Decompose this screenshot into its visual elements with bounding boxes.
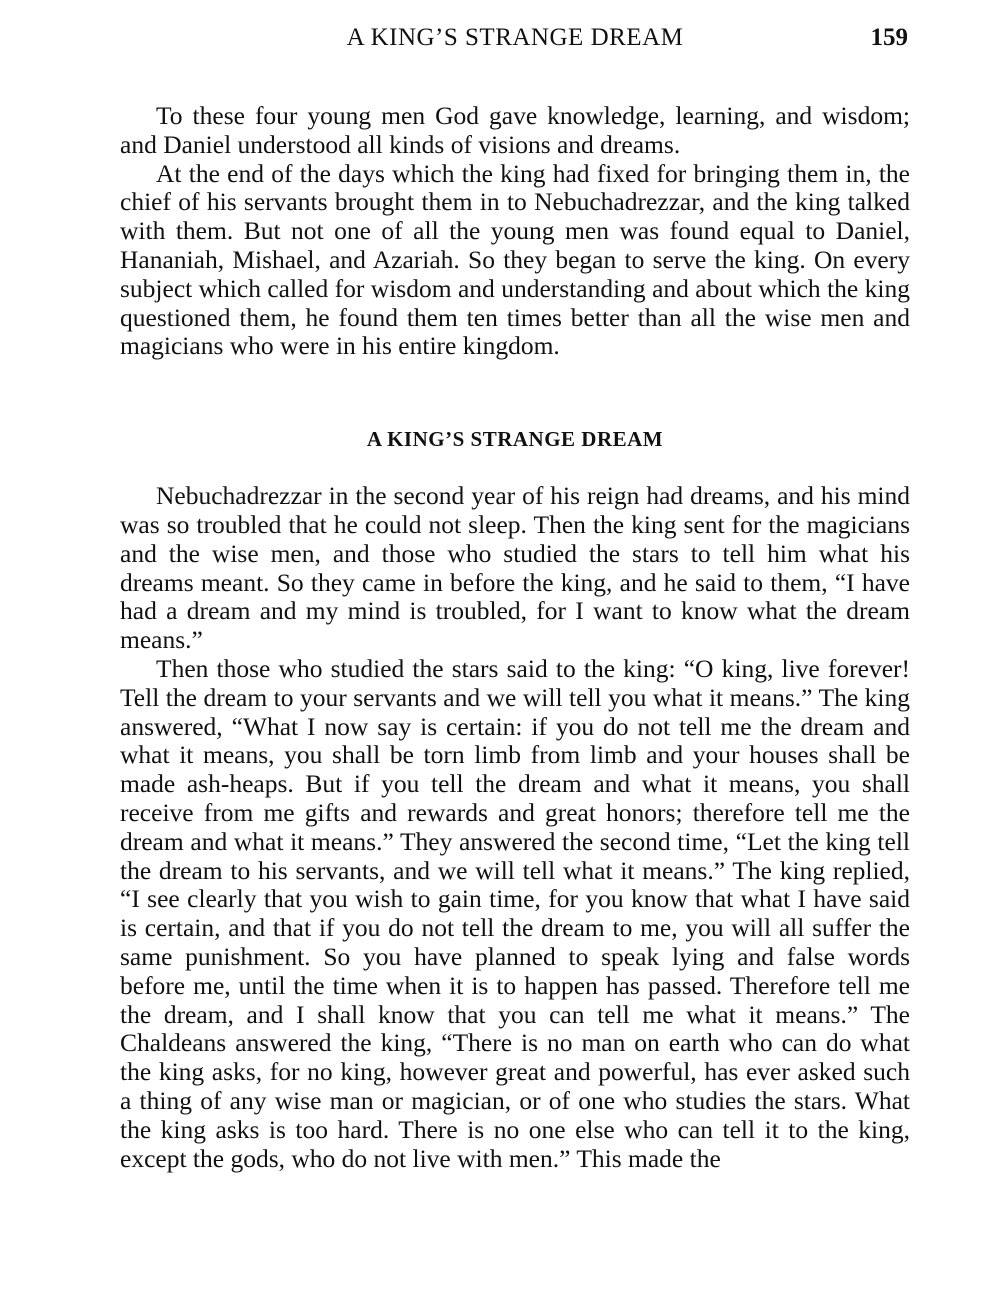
intro-text-block (120, 102, 910, 361)
running-header (120, 24, 910, 60)
paragraph: Then those who studied the stars said to the king: “O king, live forever! Tell the dream to your servants and we will tell you what it means.” The king answered, “What I now say is certain: if you do not tell me the dream and what it means, you shall be torn limb from limb and your houses shall be made ash-heaps. But if you tell the dream and what it means, you shall receive from me gifts and rewards and great honors; therefore tell me the dream and what it means.” They answered the second time, “Let the king tell the dream to his servants, and we will tell what it means.” The king replied, “I see clearly that you wish to gain time, for you know that what I have said is certain, and that if you do not tell the dream to me, you will all suffer the same punishment. So you have planned to speak lying and false words before me, until the time when it is to happen has passed. Therefore tell me the dream, and I shall know that you can tell me what it means.” The Chaldeans answered the king, “There is no man on earth who can do what the king asks, for no king, however great and powerful, has ever asked such a thing of any wise man or magician, or of one who studies the stars. What the king asks is too hard. There is no one else who can tell it to the king, except the gods, who do not live with men.” This made the (120, 653, 910, 1173)
paragraph: At the end of the days which the king had fixed for bringing them in, the chief of his servants brought them in to Nebuchadrezzar, and the king talked with them. But not one of all the young men was found equal to Daniel, Hananiah, Mishael, and Azariah. So they began to serve the king. On every subject which called for wisdom and understanding and about which the king questioned them, he found them ten times better than all the wise men and magicians who were in his entire kingdom. (120, 158, 910, 361)
running-title: A KING’S STRANGE DREAM (346, 24, 684, 51)
paragraph: Nebuchadrezzar in the second year of his reign had dreams, and his mind was so troubled that he could not sleep. Then the king sent for the magicians and the wise men, and those who studied the stars to tell him what his dreams meant. So they came in before the king, and he said to them, “I have had a dream and my mind is troubled, for I want to know what the dream means.” (120, 481, 910, 655)
section-text-block (120, 482, 910, 1173)
paragraph: To these four young men God gave knowledge, learning, and wisdom; and Daniel understood all kinds of visions and dreams. (120, 101, 910, 159)
book-page (120, 24, 910, 1173)
page-number: 159 (870, 24, 908, 51)
section-heading: A KING’S STRANGE DREAM (366, 427, 664, 452)
